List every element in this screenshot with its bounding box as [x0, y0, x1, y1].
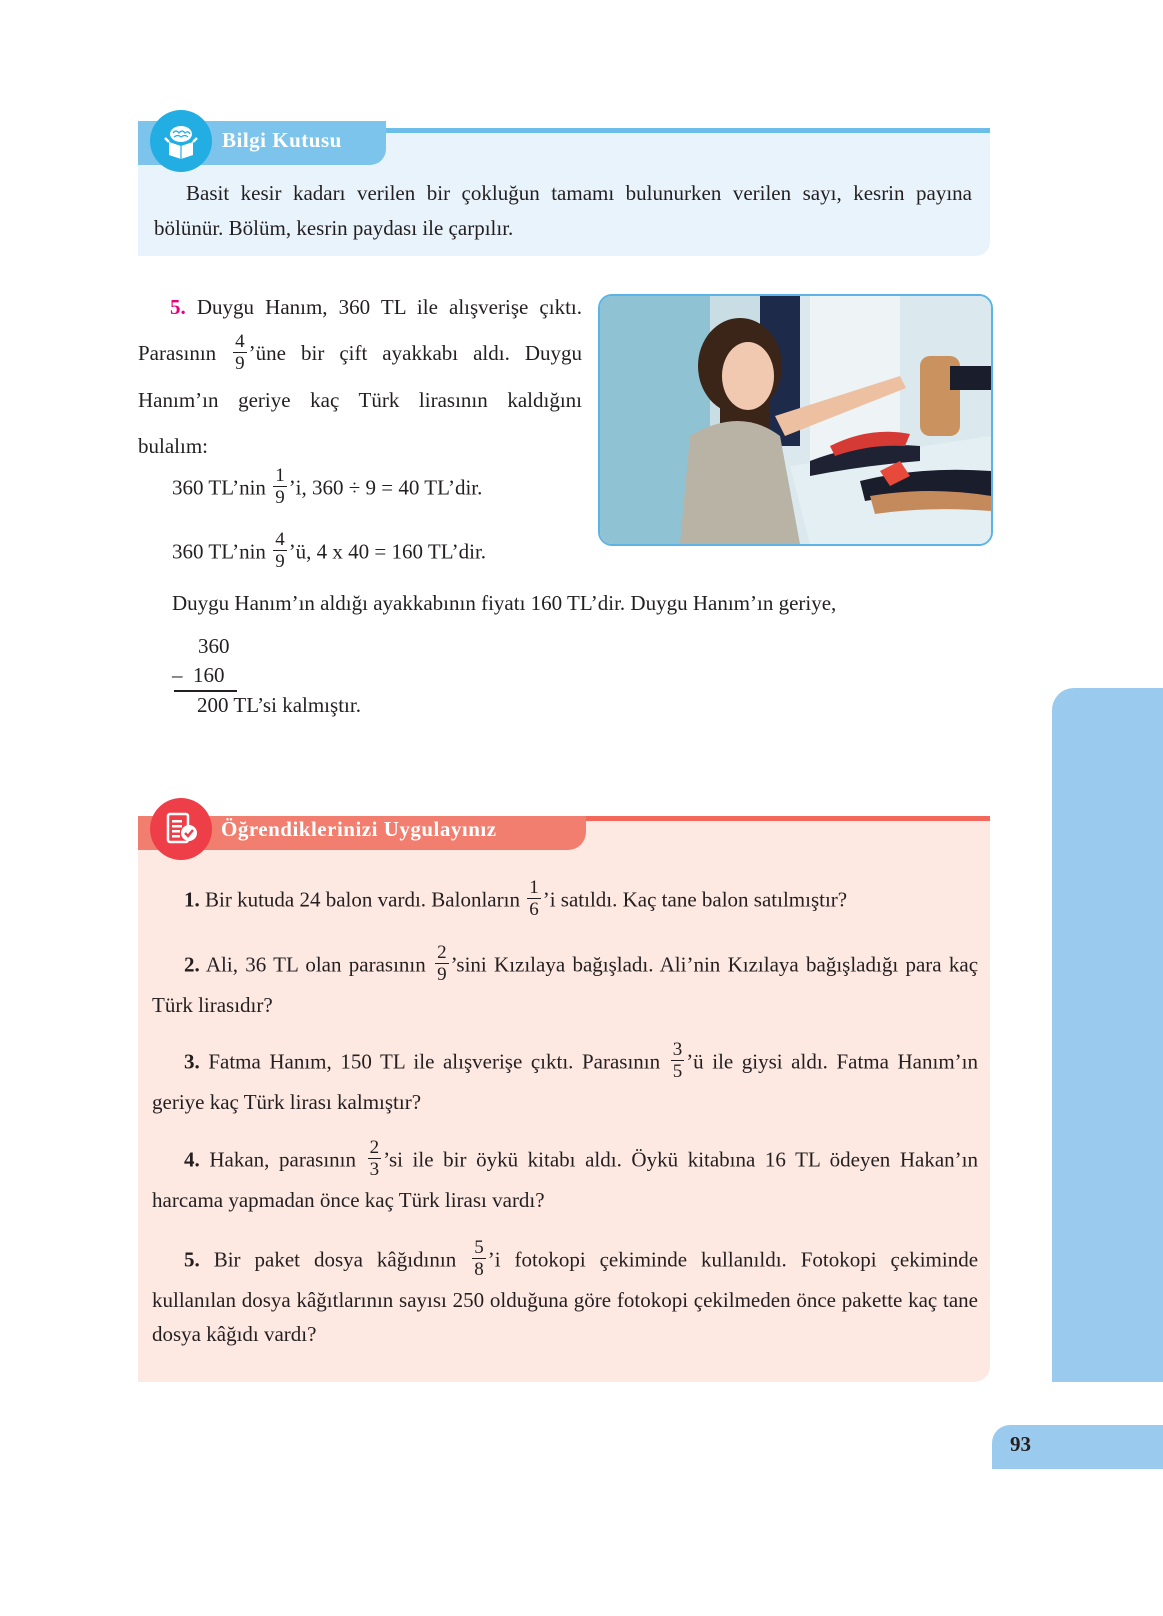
calc-prefix: 360 TL’nin [172, 475, 266, 500]
fraction [671, 1039, 685, 1082]
subtraction-subtrahend: 160 [193, 663, 225, 687]
question-text-b: ’i fotokopi çekiminde kullanıldı. Fotokopi çekiminde kullanılan dosya kâğıtlarının sayısı 250 olduğuna göre fotokopi çekilmeden önce pakette kaç tane dosya kâğıdı vardı? [152, 1247, 979, 1346]
fraction-numerator: 2 [369, 1137, 380, 1158]
fraction [527, 877, 541, 920]
fraction [435, 942, 449, 985]
practice-top-rule [586, 816, 990, 821]
subtraction-minuend: 360 [198, 634, 230, 658]
fraction [472, 1237, 486, 1280]
info-box-body: Basit kesir kadarı verilen bir çokluğun tamamı bulunurken verilen sayı, kesrin payına bölünür. Bölüm, kesrin paydası ile çarpılır. [154, 181, 972, 240]
practice-question [152, 1137, 979, 1217]
example-summary: Duygu Hanım’ın aldığı ayakkabının fiyatı 160 TL’dir. Duygu Hanım’ın geriye, [172, 591, 837, 615]
fraction [233, 331, 247, 374]
info-box-top-rule [385, 128, 990, 133]
question-text-a: Fatma Hanım, 150 TL ile alışverişe çıktı. Parasının [208, 1049, 661, 1074]
example-number: 5. [170, 295, 186, 319]
fraction-denominator: 9 [275, 551, 285, 572]
chapter-side-tab [1052, 688, 1163, 1382]
calc-suffix: ’i, 360 ÷ 9 = 40 TL’dir. [288, 475, 483, 500]
question-text-b: ’sini Kızılaya bağışladı. Ali’nin Kızılaya bağışladığı para kaç Türk lirasıdır? [152, 952, 979, 1017]
calc-line-1 [172, 465, 483, 511]
subtraction-subtrahend-row [172, 663, 225, 688]
practice-question [152, 1237, 979, 1351]
question-number: 1. [184, 887, 200, 912]
question-text-b: ’si ile bir öykü kitabı aldı. Öykü kitabına 16 TL ödeyen Hakan’ın harcama yapmadan önce kaç Türk lirası vardı? [152, 1147, 979, 1212]
fraction-denominator: 5 [672, 1061, 683, 1082]
question-text-a: Bir kutuda 24 balon vardı. Balonların [205, 887, 520, 912]
fraction-denominator: 9 [437, 964, 447, 985]
practice-title: Öğrendiklerinizi Uygulayınız [221, 817, 497, 841]
practice-question [152, 942, 979, 1022]
question-number: 3. [184, 1049, 200, 1074]
info-box-text [154, 176, 972, 246]
question-number: 2. [184, 952, 200, 977]
fraction-numerator: 4 [235, 330, 245, 352]
fraction-denominator: 9 [275, 487, 285, 508]
question-number: 4. [184, 1147, 200, 1172]
info-box-title: Bilgi Kutusu [222, 128, 342, 152]
fraction-numerator: 2 [437, 942, 447, 963]
fraction-denominator: 3 [369, 1159, 380, 1180]
calc-prefix: 360 TL’nin [172, 539, 266, 564]
subtraction-rule [174, 690, 237, 692]
question-text-b: ’i satıldı. Kaç tane balon satılmıştır? [542, 887, 848, 912]
fraction-denominator: 8 [474, 1259, 484, 1280]
calc-line-2 [172, 529, 487, 575]
fraction-numerator: 4 [275, 529, 285, 550]
practice-question [152, 1039, 979, 1119]
practice-question [152, 877, 978, 923]
brain-box-icon [150, 110, 212, 172]
minus-sign: – [172, 663, 183, 687]
fraction [273, 529, 287, 572]
fraction-numerator: 1 [529, 877, 539, 898]
fraction-numerator: 5 [474, 1237, 484, 1258]
example-intro-b: ’üne bir çift ayakkabı aldı. Duygu Hanım’ın geriye kaç Türk lirasının kaldığını bulalım: [138, 341, 583, 458]
example-problem [138, 284, 582, 469]
question-number: 5. [184, 1247, 200, 1272]
subtraction-result-row [197, 693, 361, 718]
question-text-a: Ali, 36 TL olan parasının [205, 952, 426, 977]
question-text-a: Hakan, parasının [209, 1147, 356, 1172]
shoe-shopping-photo [598, 294, 993, 546]
example-intro-a: Duygu Hanım, 360 TL ile alışverişe çıktı. Parasının [138, 295, 583, 365]
fraction-denominator: 9 [235, 352, 245, 374]
fraction-numerator: 1 [275, 465, 285, 486]
question-text-a: Bir paket dosya kâğıdının [213, 1247, 457, 1272]
page-number: 93 [1010, 1432, 1031, 1456]
fraction-numerator: 3 [672, 1039, 683, 1060]
subtraction-result: 200 [197, 693, 229, 717]
fraction [273, 465, 287, 508]
fraction-denominator: 6 [529, 899, 539, 920]
fraction [368, 1137, 382, 1180]
checklist-icon [150, 798, 212, 860]
question-text-b: ’ü ile giysi aldı. Fatma Hanım’ın geriye kaç Türk lirası kalmıştır? [152, 1049, 979, 1114]
subtraction-result-text: TL’si kalmıştır. [233, 693, 361, 717]
calc-suffix: ’ü, 4 x 40 = 160 TL’dir. [288, 539, 487, 564]
